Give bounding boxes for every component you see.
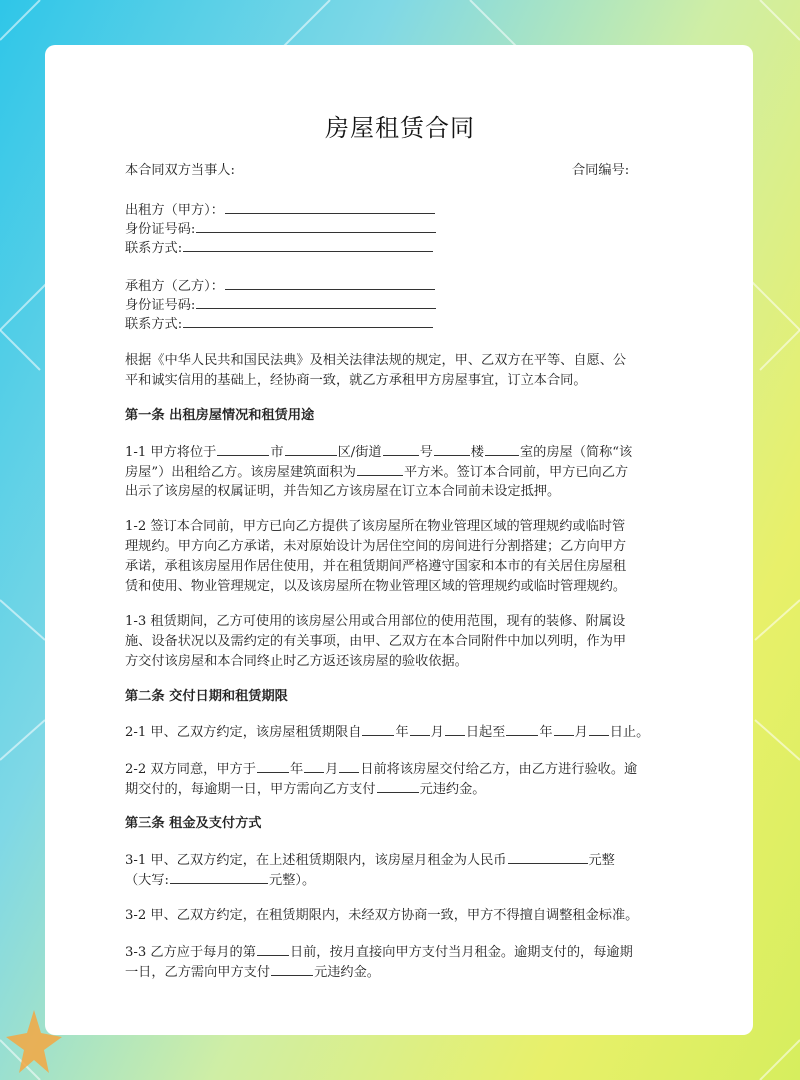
party-b-id-label: 身份证号码: [125, 298, 196, 313]
text-segment: 日止。 [609, 725, 650, 740]
end-day-field[interactable] [589, 723, 609, 736]
payment-day-field[interactable] [257, 943, 289, 956]
text-segment: （大写: [125, 873, 170, 888]
city-field[interactable] [217, 443, 269, 456]
party-b-contact-field[interactable] [183, 315, 433, 328]
clause-1-1-line: 出示了该房屋的权属证明，并告知乙方该房屋在订立本合同前未设定抵押。 [125, 484, 561, 499]
area-field[interactable] [357, 463, 403, 476]
start-day-field[interactable] [445, 723, 465, 736]
contract-number-label: 合同编号: [572, 163, 630, 178]
text-segment: 年 [539, 725, 553, 740]
clause-2-1-line [125, 723, 649, 742]
party-b-name-row [125, 277, 436, 296]
party-a-id-field[interactable] [196, 220, 436, 233]
clause-1-3-line: 方交付该房屋和本合同终止时乙方返还该房屋的验收依据。 [125, 654, 468, 669]
text-segment: 月 [430, 725, 444, 740]
text-segment: 期交付的，每逾期一日，甲方需向乙方支付 [125, 782, 376, 797]
clause-3-1-line [125, 871, 315, 890]
party-a-contact-label: 联系方式: [125, 241, 183, 256]
text-segment: 房屋”）出租给乙方。该房屋建筑面积为 [125, 465, 356, 480]
rent-amount-field[interactable] [508, 851, 588, 864]
text-segment: 平方米。签订本合同前，甲方已向乙方 [403, 465, 629, 480]
text-segment: 月 [574, 725, 588, 740]
article-1-heading: 第一条 出租房屋情况和租赁用途 [125, 408, 315, 423]
text-segment: 元整 [588, 853, 615, 868]
district-field[interactable] [285, 443, 337, 456]
contract-title: 房屋租赁合同 [325, 114, 475, 142]
party-a-name-row [125, 201, 436, 220]
text-segment: 日起至 [465, 725, 506, 740]
clause-1-2-line: 承诺，承租该房屋用作居住使用，并在租赁期间严格遵守国家和本市的有关居住房屋租 [125, 559, 627, 574]
party-b-contact-label: 联系方式: [125, 317, 183, 332]
parties-label: 本合同双方当事人: [125, 163, 235, 178]
party-a-id-row [125, 220, 437, 239]
number-field[interactable] [383, 443, 419, 456]
text-segment: 室的房屋（简称“该 [519, 445, 633, 460]
text-segment: 元整）。 [269, 873, 316, 888]
delivery-year-field[interactable] [257, 760, 289, 773]
clause-3-2-line: 3-2 甲、乙双方约定，在租赁期限内，未经双方协商一致，甲方不得擅自调整租金标准。 [125, 908, 639, 923]
text-segment: 2-1 甲、乙双方约定，该房屋租赁期限自 [125, 725, 362, 740]
text-segment: 年 [289, 762, 304, 777]
star-decoration-icon [4, 1005, 64, 1075]
party-b-name-label: 承租方（乙方）： [125, 279, 224, 294]
clause-1-3-line: 1-3 租赁期间，乙方可使用的该房屋公用或合用部位的使用范围，现有的装修、附属设 [125, 614, 626, 629]
clause-1-2-line: 赁和使用、物业管理规定，以及该房屋所在物业管理区域的管理规约或临时管理规约。 [125, 579, 627, 594]
end-year-field[interactable] [506, 723, 538, 736]
building-field[interactable] [434, 443, 470, 456]
party-a-contact-row [125, 239, 434, 258]
text-segment: 元违约金。 [419, 782, 486, 797]
start-year-field[interactable] [362, 723, 394, 736]
room-field[interactable] [485, 443, 519, 456]
clause-1-1-line [125, 463, 628, 482]
party-b-id-row [125, 296, 437, 315]
text-segment: 3-3 乙方应于每月的第 [125, 945, 256, 960]
delivery-day-field[interactable] [339, 760, 359, 773]
article-3-heading: 第三条 租金及支付方式 [125, 816, 262, 831]
clause-1-3-line: 施、设备状况以及需约定的有关事项，由甲、乙双方在本合同附件中加以列明，作为甲 [125, 634, 627, 649]
party-a-contact-field[interactable] [183, 239, 433, 252]
clause-3-3-line [125, 943, 633, 962]
text-segment: 一日，乙方需向甲方支付 [125, 965, 271, 980]
text-segment: 市 [270, 445, 284, 460]
clause-2-2-line [125, 760, 637, 779]
clause-3-1-line [125, 851, 615, 870]
late-penalty-field[interactable] [271, 963, 313, 976]
preamble-line: 平和诚实信用的基础上，经协商一致，就乙方承租甲方房屋事宜，订立本合同。 [125, 373, 587, 388]
clause-1-1-line [125, 443, 632, 462]
text-segment: 区/街道 [337, 445, 382, 460]
clause-1-2-line: 1-2 签订本合同前，甲方已向乙方提供了该房屋所在物业管理区域的管理规约或临时管 [125, 519, 626, 534]
text-segment: 3-1 甲、乙双方约定，在上述租赁期限内，该房屋月租金为人民币 [125, 853, 507, 868]
party-b-name-field[interactable] [225, 277, 435, 290]
text-segment: 日前将该房屋交付给乙方，由乙方进行验收。逾 [360, 762, 638, 777]
text-segment: 元违约金。 [314, 965, 380, 980]
rent-uppercase-field[interactable] [170, 871, 268, 884]
clause-1-2-line: 理规约。甲方向乙方承诺，未对原始设计为居住空间的房间进行分割搭建；乙方向甲方 [125, 539, 627, 554]
text-segment: 年 [395, 725, 409, 740]
party-a-id-label: 身份证号码: [125, 222, 196, 237]
article-2-heading: 第二条 交付日期和租赁期限 [125, 689, 288, 704]
delivery-month-field[interactable] [304, 760, 324, 773]
text-segment: 日前，按月直接向甲方支付当月租金。逾期支付的，每逾期 [289, 945, 633, 960]
penalty-field[interactable] [377, 780, 419, 793]
preamble-line: 根据《中华人民共和国民法典》及相关法律法规的规定，甲、乙双方在平等、自愿、公 [125, 353, 627, 368]
text-segment: 楼 [470, 445, 484, 460]
party-b-id-field[interactable] [196, 296, 436, 309]
text-segment: 号 [419, 445, 433, 460]
start-month-field[interactable] [410, 723, 430, 736]
party-a-name-field[interactable] [225, 201, 435, 214]
text-segment: 月 [325, 762, 339, 777]
party-b-contact-row [125, 315, 434, 334]
text-segment: 2-2 双方同意，甲方于 [125, 762, 256, 777]
clause-2-2-line [125, 780, 486, 799]
end-month-field[interactable] [554, 723, 574, 736]
text-segment: 1-1 甲方将位于 [125, 445, 217, 460]
party-a-name-label: 出租方（甲方）： [125, 203, 224, 218]
clause-3-3-line [125, 963, 380, 982]
